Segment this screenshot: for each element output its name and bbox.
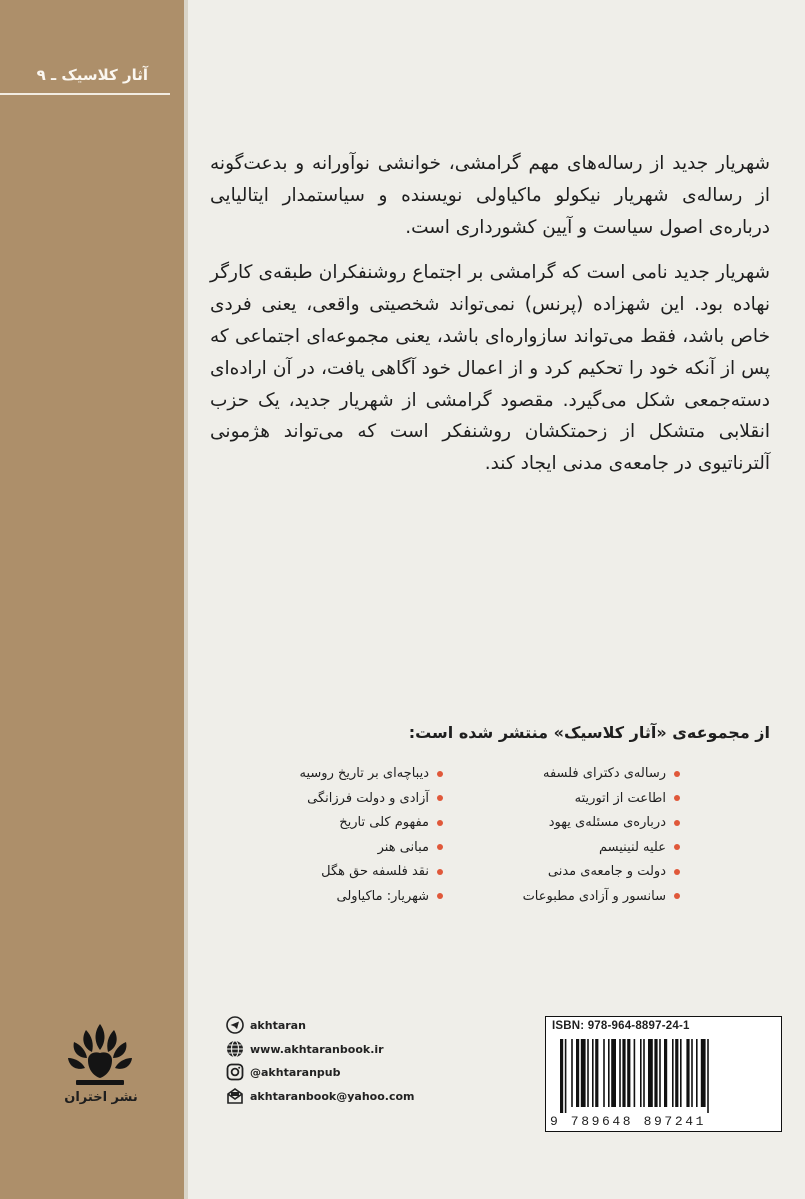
bullet-icon [437,820,443,826]
book-description [210,148,770,494]
contact-telegram[interactable] [226,1016,446,1040]
globe-icon [226,1040,244,1058]
list-item: شهریار: ماکیاولی [258,885,443,910]
description-paragraph-2: شهریار جدید نامی است که گرامشی بر اجتماع روشنفکران طبقه‌ی کارگر نهاده بود. این شهزاده (پرنس) نمی‌تواند شخصیتی واقعی، یعنی فردی خاص باشد، فقط می‌تواند سازواره‌ای باشد، یعنی مجموعه‌ای اجتماعی که پس از آنکه خود را تحکیم کرد و از اعمال خود آگاهی یافت، در آن اراده‌ای دسته‌جمعی شکل می‌گیرد. مقصود گرامشی از شهریار جدید، یک حزب انقلابی متشکل از زحمتکشان روشنفکر است که می‌تواند هژمونی آلترناتیوی در جامعه‌ی مدنی ایجاد کند. [210,262,770,475]
series-underline [0,93,170,95]
list-item: رساله‌ی دکترای فلسفه [510,762,680,787]
list-item: دیباچه‌ای بر تاریخ روسیه [258,762,443,787]
contact-instagram[interactable] [226,1063,446,1087]
series-list-left-column [258,762,443,910]
bullet-icon [437,771,443,777]
series-band [0,60,170,94]
isbn-barcode-box [545,1016,782,1132]
bullet-icon [674,820,680,826]
bullet-icon [674,844,680,850]
bullet-icon [674,893,680,899]
spine-edge [184,0,188,1199]
barcode-number: 9 789648 897241 [550,1114,707,1129]
bullet-icon [437,844,443,850]
bullet-icon [437,893,443,899]
series-list-heading: از مجموعه‌ی «آثار کلاسیک» منتشر شده است: [408,723,770,742]
barcode-icon [558,1039,770,1113]
contact-text: www.akhtaranbook.ir [250,1042,384,1056]
contact-text: akhtaranbook@yahoo.com [250,1089,415,1103]
series-list-right-column [510,762,680,910]
series-label: آثار کلاسیک ـ ۹ [36,66,148,84]
instagram-icon [226,1063,244,1081]
list-item: درباره‌ی مسئله‌ی یهود [510,811,680,836]
list-item: اطاعت از اتوریته [510,787,680,812]
isbn-label: ISBN: 978-964-8897-24-1 [552,1020,690,1032]
contact-website[interactable] [226,1040,446,1064]
list-item: مفهوم کلی تاریخ [258,811,443,836]
bullet-icon [674,795,680,801]
list-item: آزادی و دولت فرزانگی [258,787,443,812]
bullet-icon [437,795,443,801]
contact-email[interactable] [226,1087,446,1111]
bullet-icon [437,869,443,875]
publisher-logo-icon [66,1020,134,1090]
list-item: سانسور و آزادی مطبوعات [510,885,680,910]
bullet-icon [674,771,680,777]
list-item: مبانی هنر [258,836,443,861]
list-item: نقد فلسفه حق هگل [258,860,443,885]
contact-text: akhtaran [250,1019,306,1032]
cover-side-band [0,0,184,1199]
telegram-icon [226,1016,244,1034]
publisher-name: نشر اختران [64,1090,138,1105]
list-item: علیه لنینیسم [510,836,680,861]
contact-info [226,1016,446,1110]
mail-icon [226,1087,244,1105]
description-paragraph-1: شهریار جدید از رساله‌های مهم گرامشی، خوانشی نوآورانه و بدعت‌گونه از رساله‌ی شهریار نیکولو ماکیاولی نویسنده و سیاستمدار ایتالیایی درباره‌ی اصول سیاست و آیین کشورداری است. [210,153,770,238]
list-item: دولت و جامعه‌ی مدنی [510,860,680,885]
contact-text: @akhtaranpub [250,1066,341,1079]
bullet-icon [674,869,680,875]
